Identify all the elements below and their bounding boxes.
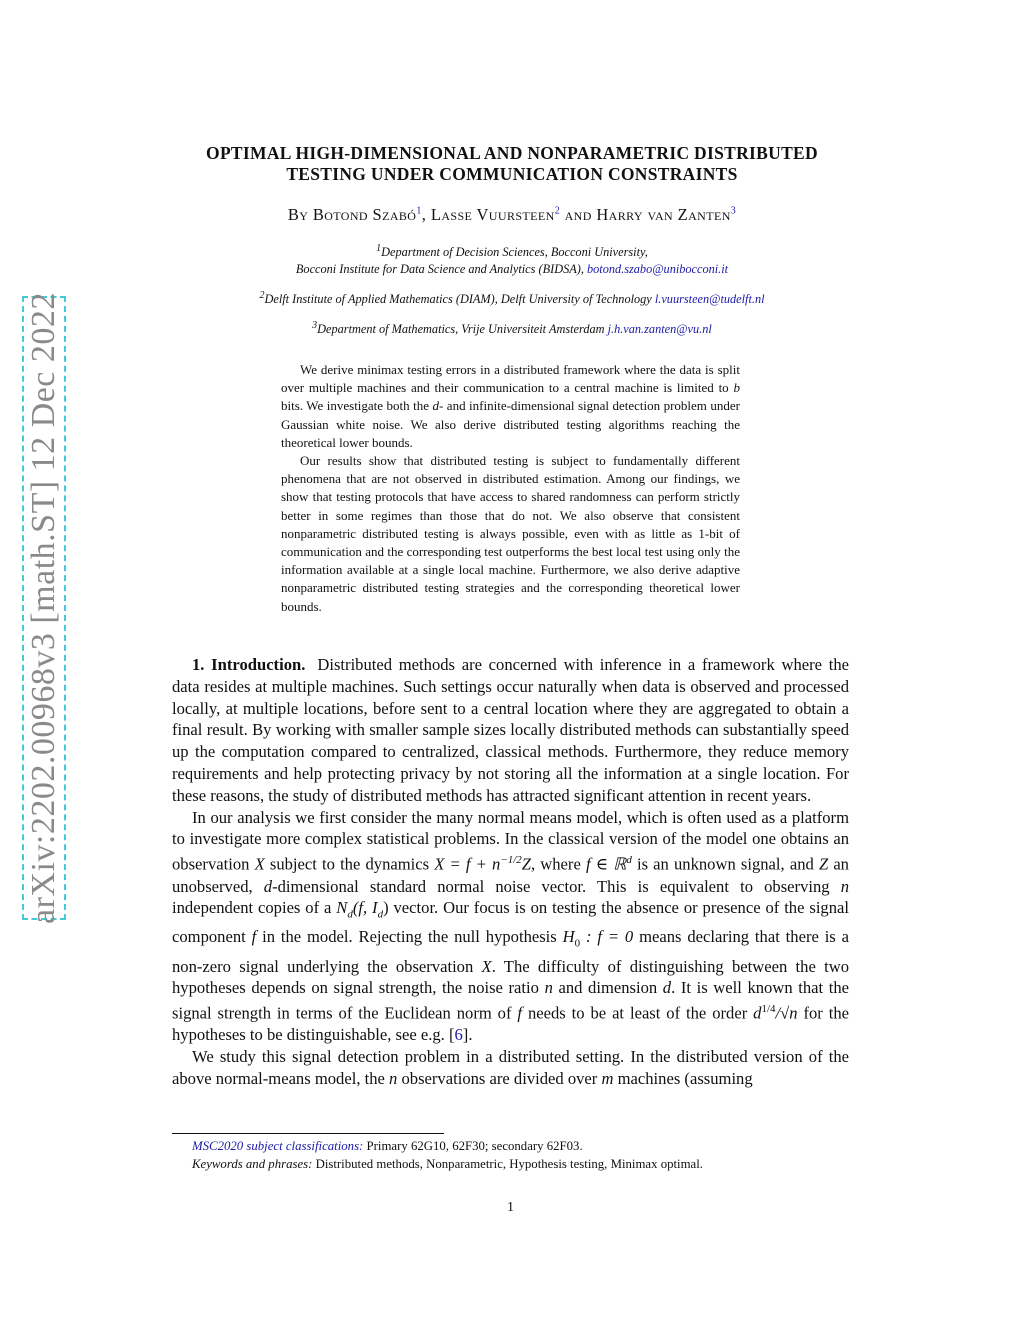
intro-p2-seg: needs to be at least of the order [522, 1003, 754, 1023]
affiliation-2-mark: 2 [259, 290, 265, 301]
math-order-sqrt-n: /√n [775, 1003, 798, 1023]
math-n: n [389, 1069, 398, 1089]
authors-prefix: By [287, 205, 313, 224]
intro-p3-seg: machines (assuming [613, 1069, 753, 1089]
keywords-text: Distributed methods, Nonparametric, Hypothesis testing, Minimax optimal. [312, 1157, 703, 1171]
intro-p2-seg: In our analysis we first consider the many normal means model, which is often used as a platform to investigate more complex statistical problems. In the classical version of the model one obtains an observation [172, 807, 849, 874]
title-line-1: OPTIMAL HIGH-DIMENSIONAL AND NONPARAMETRIC DISTRIBUTED [206, 143, 818, 163]
abstract-p1-text-a: We derive minimax testing errors in a distributed framework where the data is split over multiple machines and their communication to a central machine is limited to [281, 362, 740, 396]
intro-p2-seg: an unobserved, [172, 854, 849, 896]
math-order-d: d [753, 1003, 762, 1023]
affiliation-1-line-1: Department of Decision Sciences, Bocconi University, [381, 245, 648, 260]
author-1-mark[interactable]: 1 [416, 205, 422, 217]
msc-link[interactable]: MSC2020 subject classifications: [192, 1139, 364, 1153]
math-d: d [432, 398, 439, 414]
email-link-3[interactable]: j.h.van.zanten@vu.nl [607, 322, 712, 337]
intro-p2-seg: subject to the dynamics [264, 854, 435, 874]
footnote-keywords [172, 1155, 849, 1173]
author-2-mark[interactable]: 2 [554, 205, 561, 217]
intro-p2-seg: . The difficulty of distinguishing between the two hypotheses depends on signal strength, the noise ratio [172, 956, 849, 998]
author-2: Lasse Vuursteen [430, 205, 555, 224]
math-order-exponent: 1/4 [761, 1003, 776, 1016]
abstract-p1-text-c: - and infinite-dimensional signal detection problem under Gaussian white noise. We also derive distributed testing algorithms reaching the theoretical lower bounds. [281, 398, 740, 450]
math-Z: Z [818, 854, 829, 874]
math-Z: Z [521, 854, 531, 874]
math-b: b [733, 380, 740, 396]
author-3: Harry van Zanten [596, 205, 731, 224]
math-N-subscript: d [347, 908, 353, 921]
math-f: f [517, 1003, 523, 1023]
math-N: N [336, 898, 348, 918]
math-X: X [481, 956, 492, 976]
math-H: H [562, 927, 575, 947]
math-X: X [254, 854, 265, 874]
affiliation-2-text: Delft Institute of Applied Mathematics (DIAM), Delft University of Technology [264, 292, 655, 307]
intro-p2-seg: . It is well known that the signal strength in terms of the Euclidean norm of [172, 978, 850, 1023]
math-n: n [840, 876, 849, 896]
author-1: Botond Szabó [312, 205, 417, 224]
affiliation-1-mark: 1 [376, 243, 382, 254]
intro-paragraph-2 [172, 807, 849, 1047]
author-3-mark[interactable]: 3 [730, 205, 737, 217]
math-H-subscript: 0 [574, 937, 581, 950]
intro-p2-seg: , where [530, 854, 586, 874]
author-separator: , [421, 205, 431, 224]
intro-p1-text: Distributed methods are concerned with inference in a framework where the data resides at multiple machines. Such settings occur naturally when data is observed and processed locally, at multiple locations, before sent to a central location where they are aggregated to obtain a final result. By working with smaller sample sizes locally distributed methods can substantially speed up the computation compared to centralized, classical methods. Furthermore, they reduce memory requirements and help protecting privacy by not storing all the information at a single location. For these reasons, the study of distributed methods has attracted significant attention in recent years. [172, 655, 849, 805]
math-m: m [601, 1069, 614, 1089]
affiliation-2 [172, 287, 852, 308]
abstract-p1-text-b: bits. We investigate both the [281, 398, 433, 414]
intro-p2-seg: independent copies of a [172, 898, 337, 918]
math-N-args: (f, I [352, 898, 378, 918]
abstract-paragraph-1 [281, 361, 740, 452]
citation-link[interactable]: 6 [454, 1025, 463, 1045]
abstract [281, 361, 740, 616]
affiliation-3-text: Department of Mathematics, Vrije Universiteit Amsterdam [317, 322, 608, 337]
affiliation-3 [172, 317, 852, 338]
footnote-msc [172, 1137, 849, 1155]
affiliation-1-line-2: Bocconi Institute for Data Science and Analytics (BIDSA), [295, 262, 587, 277]
math-d: d [263, 876, 273, 896]
intro-p2-seg: for the hypotheses to be distinguishable, see e.g. [ [172, 1003, 849, 1045]
intro-p2-seg: means declaring that there is a non-zero signal underlying the observation [172, 927, 849, 976]
intro-p2-seg: is an unknown signal, and [631, 854, 819, 874]
math-d: d [662, 978, 672, 998]
intro-p2-seg: vector. Our focus is on testing the absence or presence of the signal component [172, 898, 850, 947]
intro-p2-seg: ]. [462, 1025, 473, 1045]
math-R-exponent: d [626, 854, 632, 867]
math-f-in-R: f ∈ ℝ [585, 854, 627, 874]
footnote-rule [172, 1133, 444, 1134]
affiliation-3-mark: 3 [312, 320, 318, 331]
math-I-subscript: d [377, 908, 384, 921]
intro-paragraph-1 [172, 654, 849, 807]
keywords-label: Keywords and phrases: [192, 1157, 313, 1171]
intro-p3-seg: We study this signal detection problem in a distributed setting. In the distributed version of the above normal-means model, the [172, 1047, 849, 1089]
arxiv-identifier: arXiv:2202.00968v3 [math.ST] 12 Dec 2022 [25, 292, 62, 924]
intro-p2-seg: and dimension [552, 978, 663, 998]
math-N-close: ) [383, 898, 389, 918]
math-f: f [251, 927, 257, 947]
abstract-paragraph-2: Our results show that distributed testing is subject to fundamentally different phenomena that are not observed in distributed estimation. Among our findings, we show that testing protocols that have access to shared randomness can perform strictly better in some regimes than those that do not. We also observe that consistent nonparametric distributed testing is always possible, even with as little as 1-bit of communication and the corresponding test outperforms the best local test using only the information available at a single local machine. Furthermore, we also derive adaptive nonparametric distributed testing strategies and the corresponding theoretical lower bounds. [281, 453, 740, 614]
affiliation-1 [172, 240, 852, 278]
author-conjunction: and [560, 205, 597, 224]
intro-paragraph-3 [172, 1046, 849, 1090]
title-line-2: TESTING UNDER COMMUNICATION CONSTRAINTS [286, 164, 738, 184]
math-null-hypothesis: : f = 0 [580, 927, 634, 947]
main-body [172, 654, 849, 1090]
footnotes [172, 1137, 849, 1173]
intro-p3-seg: observations are divided over [397, 1069, 602, 1089]
email-link-1[interactable]: botond.szabo@unibocconi.it [586, 262, 729, 277]
author-list [172, 205, 852, 225]
paper-title [172, 143, 852, 185]
section-heading: 1. Introduction. [192, 655, 306, 674]
intro-p2-seg: -dimensional standard normal noise vector. This is equivalent to observing [272, 876, 841, 896]
math-dynamics: X = f + n [434, 854, 501, 874]
math-dynamics-exponent: −1/2 [500, 854, 522, 867]
intro-p2-seg: in the model. Rejecting the null hypothesis [256, 927, 563, 947]
math-n: n [544, 978, 553, 998]
page-number: 1 [507, 1200, 514, 1215]
msc-codes: Primary 62G10, 62F30; secondary 62F03. [363, 1139, 583, 1153]
email-link-2[interactable]: l.vuursteen@tudelft.nl [654, 292, 765, 307]
